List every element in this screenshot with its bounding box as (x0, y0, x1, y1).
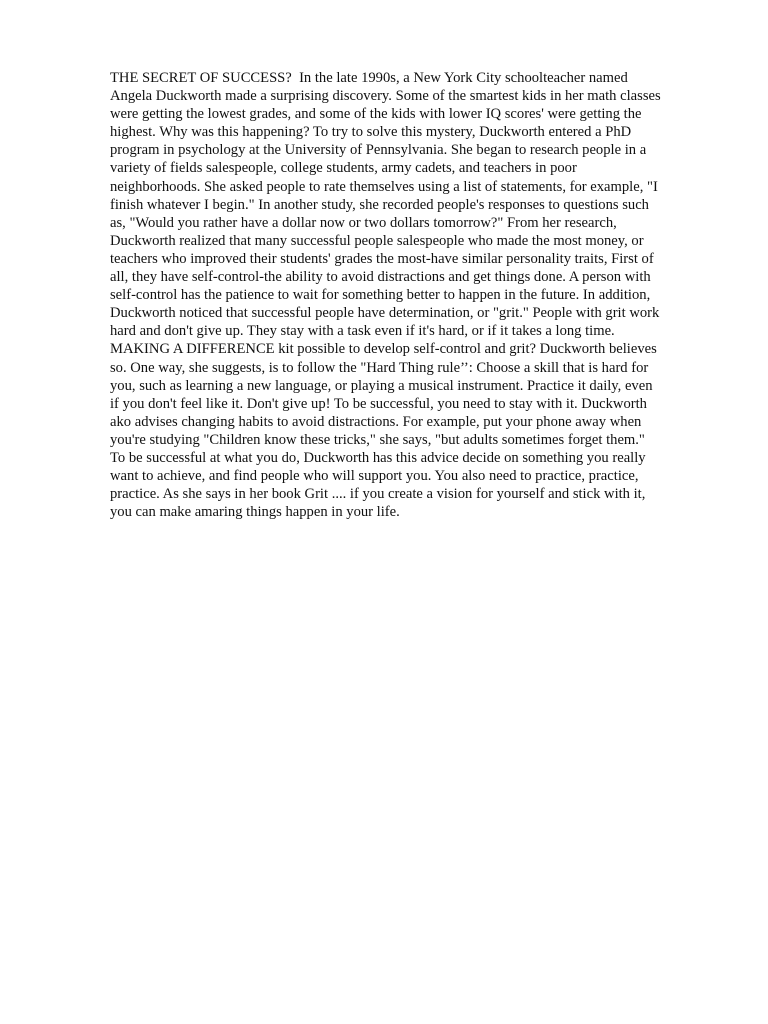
text-line: you're studying "Children know these tricks," she says, "but adults sometimes forget them." (110, 431, 645, 448)
text-line: program in psychology at the University of Pennsylvania. She began to research people in a (110, 142, 647, 159)
text-line: ako advises changing habits to avoid distractions. For example, put your phone away when (110, 413, 642, 430)
text-line: were getting the lowest grades, and some of the kids with lower IQ scores' were getting the (110, 106, 642, 123)
text-line: want to achieve, and find people who will support you. You also need to practice, practice, (110, 468, 639, 485)
text-line: so. One way, she suggests, is to follow the "Hard Thing rule’’: Choose a skill that is hard for (110, 359, 649, 376)
text-line: you can make amaring things happen in your life. (110, 504, 400, 521)
text-line: To be successful at what you do, Duckworth has this advice decide on something you really (110, 449, 646, 466)
text-line: THE SECRET OF SUCCESS? In the late 1990s, a New York City schoolteacher named (110, 70, 628, 86)
text-line: Duckworth realized that many successful people salespeople who made the most money, or (110, 232, 644, 249)
text-line: MAKING A DIFFERENCE kit possible to develop self-control and grit? Duckworth believes (110, 341, 657, 358)
text-line: variety of fields salespeople, college students, army cadets, and teachers in poor (110, 160, 577, 177)
body-text (110, 69, 700, 521)
text-line: neighborhoods. She asked people to rate themselves using a list of statements, for example, "I (110, 178, 658, 195)
text-line: finish whatever I begin." In another study, she recorded people's responses to questions such (110, 196, 649, 213)
text-line: Duckworth noticed that successful people have determination, or "grit." People with grit work (110, 305, 660, 322)
text-line: highest. Why was this happening? To try to solve this mystery, Duckworth entered a PhD (110, 124, 632, 141)
text-line: hard and don't give up. They stay with a task even if it's hard, or if it takes a long time. (110, 323, 615, 340)
text-line: if you don't feel like it. Don't give up! To be successful, you need to stay with it. Duckworth (110, 395, 647, 412)
text-line: Angela Duckworth made a surprising discovery. Some of the smartest kids in her math classes (110, 88, 661, 105)
text-line: all, they have self-control-the ability to avoid distractions and get things done. A person with (110, 269, 651, 286)
text-line: teachers who improved their students' grades the most-have similar personality traits, First of (110, 250, 654, 267)
text-line: practice. As she says in her book Grit .... if you create a vision for yourself and stick with it, (110, 486, 646, 503)
text-line: you, such as learning a new language, or playing a musical instrument. Practice it daily, even (110, 377, 653, 394)
text-line: self-control has the patience to wait for something better to happen in the future. In addition, (110, 287, 651, 304)
text-line: as, "Would you rather have a dollar now or two dollars tomorrow?" From her research, (110, 214, 617, 231)
